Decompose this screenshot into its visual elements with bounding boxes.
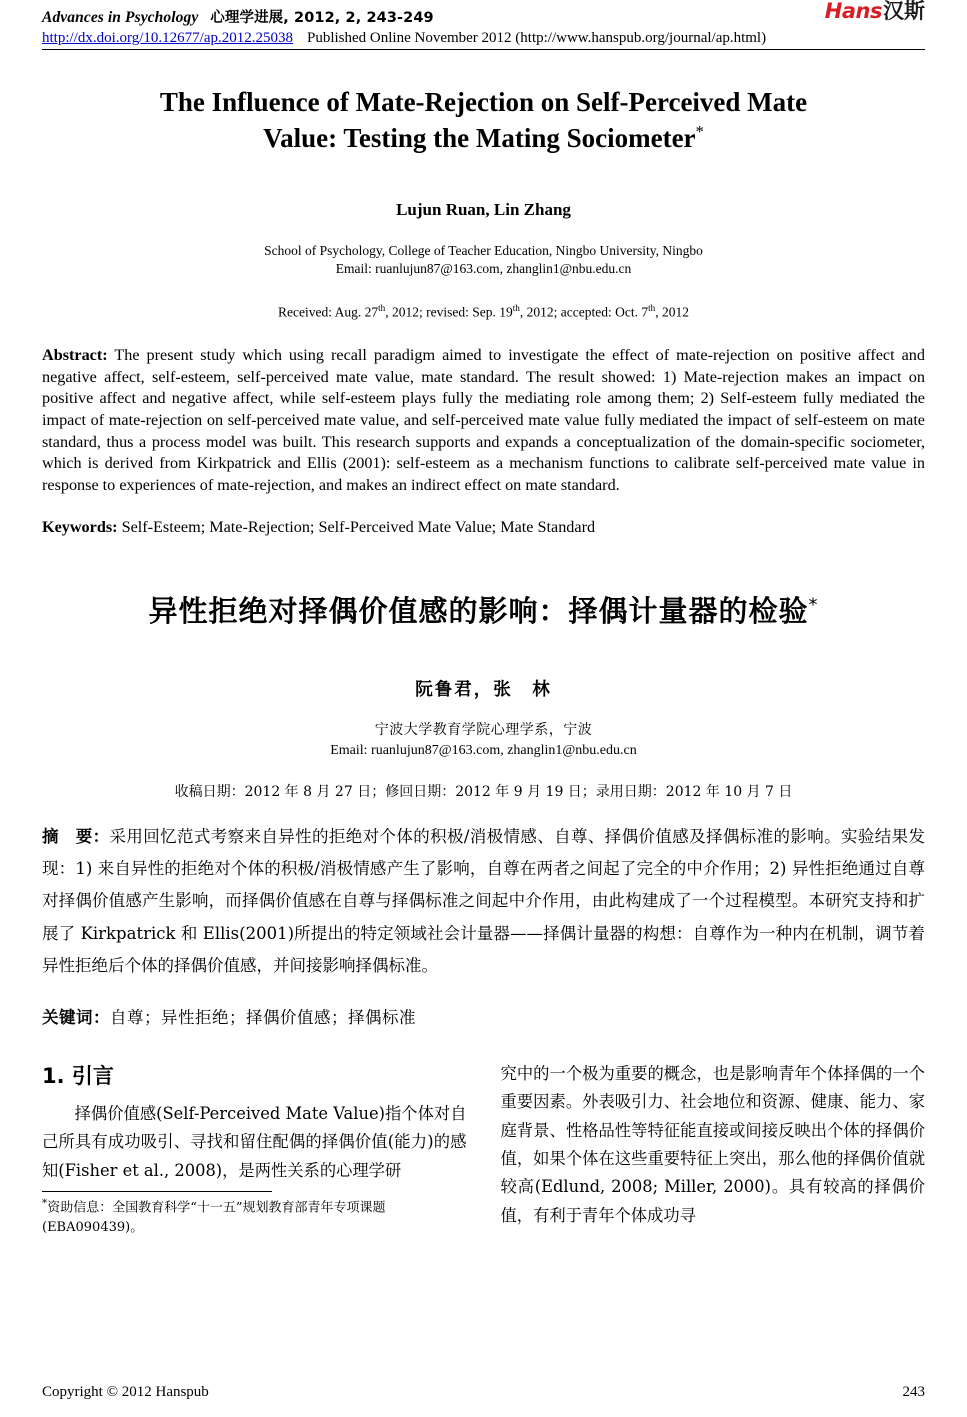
abstract-en-label: Abstract: (42, 346, 108, 364)
date-revised-rest: , 2012; accepted: Oct. 7 (519, 304, 649, 319)
journal-title-en: Advances in Psychology (42, 9, 199, 26)
date-revised-ordinal: th (512, 302, 520, 313)
page-title-cn (42, 589, 925, 630)
abstract-cn-text: 采用回忆范式考察来自异性的拒绝对个体的积极/消极情感、自尊、择偶价值感及择偶标准的影响。实验结果发现：1) 来自异性的拒绝对个体的积极/消极情感产生了影响，自尊在两者之间起了完全的中介作用；2) 异性拒绝通过自尊对择偶价值感产生影响，而择偶价值感在自尊与择偶标准之间起中介作用，由此构建成了一个过程模型。本研究支持和扩展了 Kirkpatrick 和 Ellis(2001)所提出的特定领域社会计量器——择偶计量器的构想：自尊作为一种内在机制，调节着异性拒绝后个体的择偶价值感，并间接影响择偶标准。 (42, 827, 926, 975)
title-en-line2: Value: Testing the Mating Sociometer (263, 123, 696, 154)
affiliation-en (42, 242, 925, 278)
abstract-cn-label: 摘 要： (42, 827, 110, 847)
abstract-en (42, 345, 925, 496)
body-columns (42, 1060, 925, 1237)
masthead (42, 0, 925, 56)
footer-copyright: Copyright © 2012 Hanspub (42, 1384, 209, 1400)
keywords-en-text: Self-Esteem; Mate-Rejection; Self-Perceived Mate Value; Mate Standard (117, 518, 596, 537)
column-right (501, 1060, 926, 1237)
keywords-en-label: Keywords: (42, 518, 118, 537)
page-footer (42, 1384, 925, 1401)
hans-logo-en: Hans (824, 0, 882, 23)
keywords-en (42, 518, 925, 537)
date-accepted-ordinal: th (648, 302, 656, 313)
abstract-en-text: The present study which using recall paradigm aimed to investigate the effect of mate-rejection on positive affect and negative affect, self-esteem, self-perceived mate value, mate standard. The result showed: 1) Mate-rejection makes an impact on positive affect and negative affect, while self-esteem plays fully the mediating role among them; 2) Self-esteem fully mediated the impact of mate-rejection on self-perceived mate value, and self-perceived mate value fully mediated the impact of self-esteem on mate standard, thus a process model was built. This research supports and expands a conceptualization of the domain-specific sociometer, which is derived from Kirkpatrick and Ellis (2001): self-esteem as a mechanism functions to calibrate self-perceived mate value in response to experiences of mate-rejection, and makes an indirect effect on mate standard. (42, 346, 925, 494)
title-en-footnote-marker: * (695, 122, 704, 142)
masthead-journal-line (42, 6, 925, 27)
masthead-divider (42, 49, 925, 50)
section-heading-introduction (42, 1060, 467, 1090)
date-received-ordinal: th (378, 302, 386, 313)
footnote-line1: 资助信息：全国教育科学“十一五”规划教育部青年专项课题 (47, 1200, 386, 1216)
funding-footnote (42, 1196, 467, 1237)
published-online-text: Published Online November 2012 (http://www.hanspub.org/journal/ap.html) (306, 30, 767, 46)
affiliation-cn (42, 721, 925, 761)
footnote-marker: * (42, 1197, 48, 1210)
authors-cn: 阮鲁君，张 林 (415, 680, 552, 701)
authors-en: Lujun Ruan, Lin Zhang (396, 200, 571, 220)
section-title: 引言 (71, 1063, 114, 1088)
paragraph-left: 择偶价值感(Self-Perceived Mate Value)指个体对自己所具有成功吸引、寻找和留住配偶的择偶价值(能力)的感知(Fisher et al., 2008)，是两性关系的心理学研 (42, 1103, 467, 1180)
page-title-en (94, 84, 873, 156)
keywords-cn-label: 关键词： (42, 1007, 110, 1027)
column-left (42, 1060, 467, 1237)
abstract-cn (42, 821, 925, 982)
journal-issue-info: , 2012, 2, 243-249 (283, 10, 434, 26)
date-received-label: Received: Aug. 27 (278, 304, 379, 319)
footnote-divider (42, 1191, 272, 1192)
keywords-cn-text: 自尊；异性拒绝；择偶价值感；择偶标准 (110, 1007, 416, 1027)
journal-title-cn: 心理学进展 (210, 10, 284, 26)
masthead-doi-line (42, 30, 925, 47)
affiliation-en-email: Email: ruanlujun87@163.com, zhanglin1@nbu.edu.cn (335, 261, 632, 277)
hans-logo (825, 1, 925, 22)
section-number: 1. (42, 1063, 65, 1088)
paragraph-right: 究中的一个极为重要的概念，也是影响青年个体择偶的一个重要因素。外表吸引力、社会地位和资源、健康、能力、家庭背景、性格品性等特征能直接或间接反映出个体的择偶价值，如果个体在这些重要特征上突出，那么他的择偶价值就较高(Edlund, 2008; Miller, 2000)。具有较高的择偶价值，有利于青年个体成功寻 (500, 1063, 925, 1225)
date-accepted-rest: , 2012 (655, 304, 689, 319)
date-received-rest: , 2012; revised: Sep. 19 (385, 304, 513, 319)
doi-link[interactable]: http://dx.doi.org/10.12677/ap.2012.25038 (42, 30, 293, 46)
dates-cn: 收稿日期：2012 年 8 月 27 日；修回日期：2012 年 9 月 19 日；录用日期：2012 年 10 月 7 日 (174, 784, 793, 801)
hans-logo-cn: 汉斯 (883, 0, 925, 23)
title-cn-footnote-marker: * (808, 594, 819, 616)
affiliation-cn-email: Email: ruanlujun87@163.com, zhanglin1@nbu.edu.cn (330, 743, 637, 759)
affiliation-en-line1: School of Psychology, College of Teacher Education, Ningbo University, Ningbo (264, 243, 703, 259)
title-cn-text: 异性拒绝对择偶价值感的影响：择偶计量器的检验 (148, 594, 809, 629)
affiliation-cn-line1: 宁波大学教育学院心理学系，宁波 (374, 722, 593, 739)
keywords-cn (42, 1004, 925, 1028)
footer-page-number: 243 (902, 1384, 925, 1400)
dates-en (42, 303, 925, 321)
footnote-line2: (EBA090439)。 (42, 1219, 144, 1235)
title-en-line1: The Influence of Mate-Rejection on Self-Perceived Mate (159, 87, 808, 117)
